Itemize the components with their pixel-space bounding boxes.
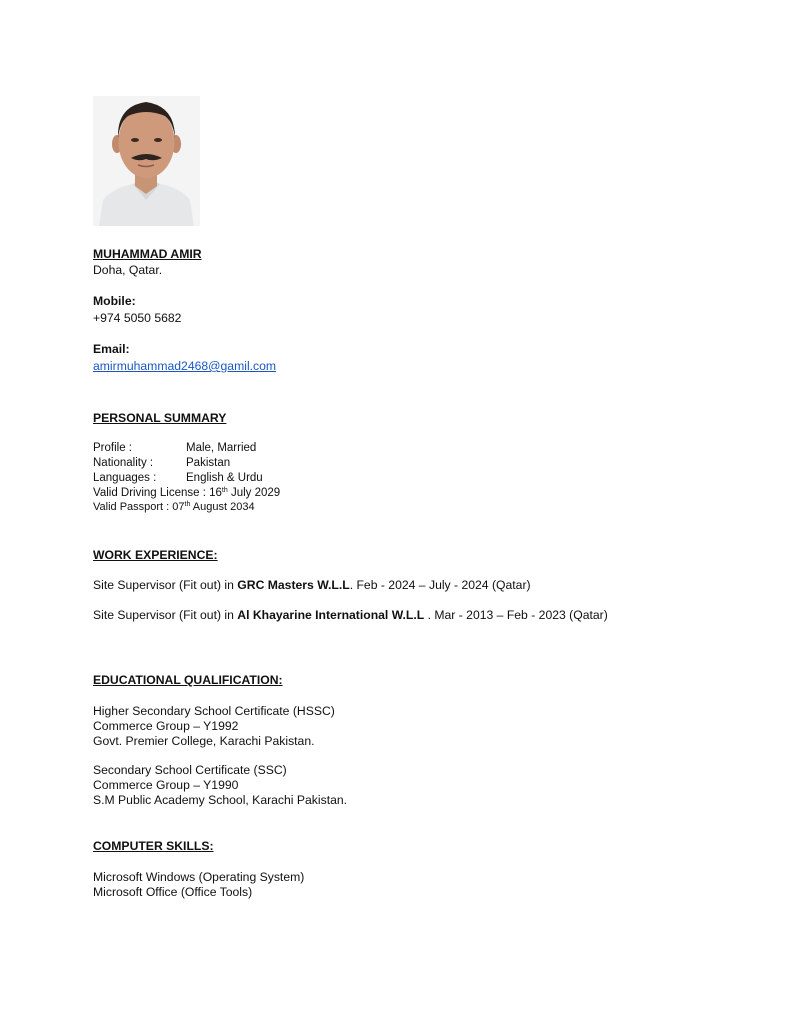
summary-label: Languages : [93, 472, 157, 484]
work-period: . Feb - 2024 – July - 2024 (Qatar) [349, 578, 531, 592]
mobile-number: +974 5050 5682 [93, 311, 182, 325]
education-heading: EDUCATIONAL QUALIFICATION: [93, 673, 283, 687]
passport-prefix: Valid Passport : 07 [93, 501, 185, 513]
education-1-group: Commerce Group – Y1992 [93, 719, 239, 733]
work-item-1 [93, 578, 531, 593]
summary-driving-license [93, 487, 280, 501]
candidate-name: MUHAMMAD AMIR [93, 247, 202, 261]
summary-row-profile [93, 442, 256, 456]
education-2-group: Commerce Group – Y1990 [93, 778, 239, 792]
work-role: Site Supervisor (Fit out) in [93, 578, 238, 592]
work-period: . Mar - 2013 – Feb - 2023 (Qatar) [424, 608, 608, 622]
education-1-institution: Govt. Premier College, Karachi Pakistan. [93, 734, 315, 748]
computer-skills-heading: COMPUTER SKILLS: [93, 839, 214, 853]
summary-row-nationality [93, 457, 230, 471]
summary-passport [93, 501, 255, 514]
summary-value: Male, Married [186, 442, 257, 454]
work-company: GRC Masters W.L.L [237, 578, 350, 592]
email-label: Email: [93, 342, 130, 356]
summary-row-languages [93, 472, 263, 486]
summary-value: Pakistan [186, 457, 231, 469]
mobile-label: Mobile: [93, 294, 136, 308]
computer-skill-item: Microsoft Office (Office Tools) [93, 885, 253, 899]
profile-photo [93, 96, 200, 226]
email-link[interactable]: amirmuhammad2468@gamil.com [93, 359, 277, 373]
profile-photo-portrait [93, 96, 200, 226]
education-2-title: Secondary School Certificate (SSC) [93, 763, 287, 777]
work-role: Site Supervisor (Fit out) in [93, 608, 238, 622]
work-item-2 [93, 608, 608, 623]
license-sup: th [221, 487, 228, 494]
personal-summary-heading: PERSONAL SUMMARY [93, 411, 227, 425]
summary-value: English & Urdu [186, 472, 263, 484]
education-1-title: Higher Secondary School Certificate (HSSC) [93, 704, 335, 718]
education-2-institution: S.M Public Academy School, Karachi Pakistan. [93, 793, 348, 807]
license-suffix: July 2029 [227, 487, 281, 499]
summary-label: Nationality : [93, 457, 154, 469]
work-experience-heading: WORK EXPERIENCE: [93, 548, 218, 562]
computer-skill-item: Microsoft Windows (Operating System) [93, 870, 305, 884]
candidate-location: Doha, Qatar. [93, 263, 163, 277]
passport-suffix: August 2034 [190, 501, 255, 513]
work-company: Al Khayarine International W.L.L [237, 608, 425, 622]
passport-sup: th [184, 501, 191, 508]
summary-label: Profile : [93, 442, 132, 454]
license-prefix: Valid Driving License : 16 [93, 487, 222, 499]
